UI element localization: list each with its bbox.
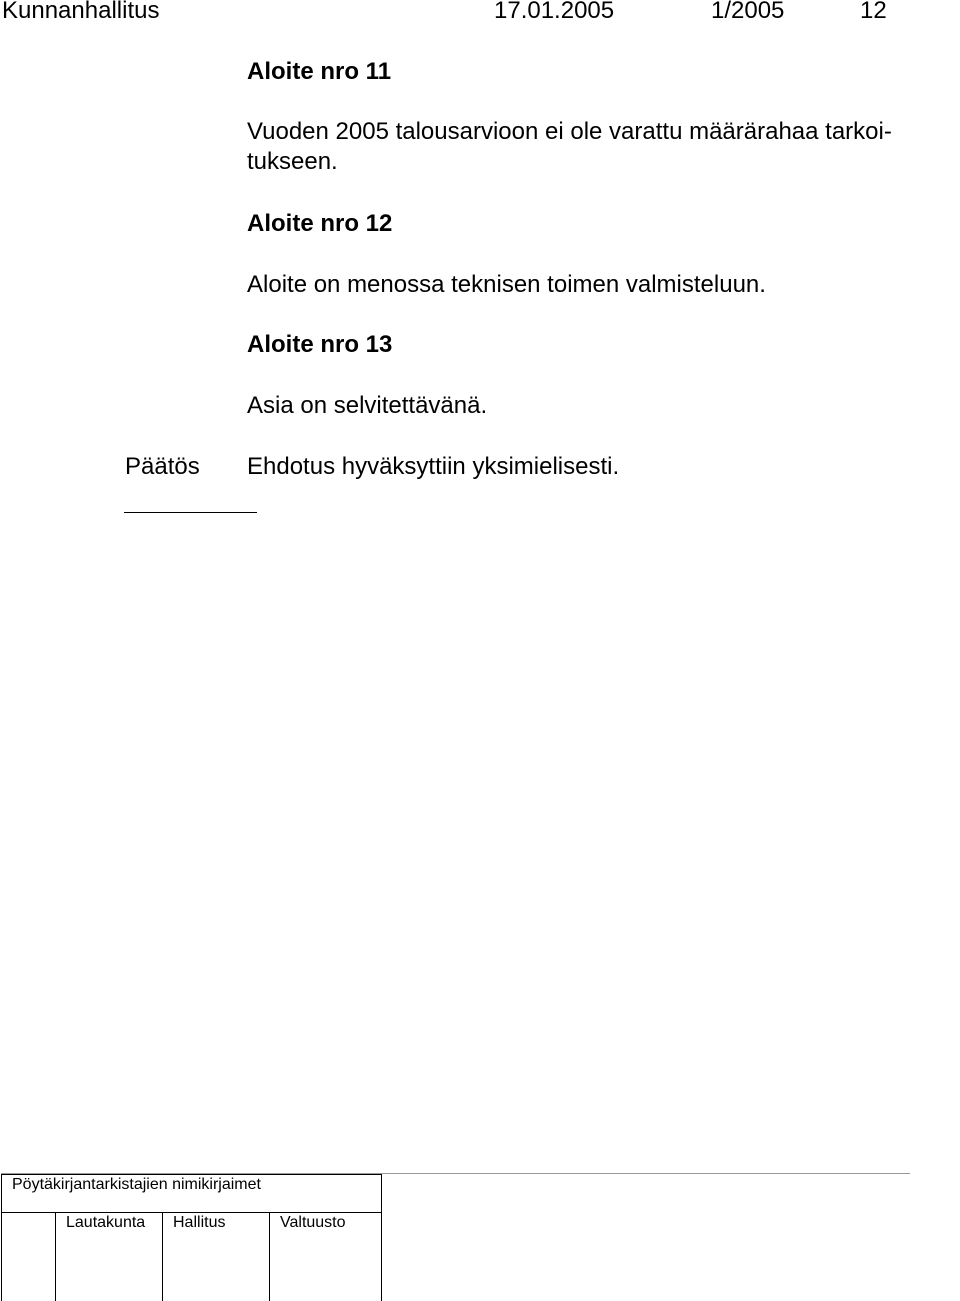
footer-left-border	[1, 1174, 2, 1301]
section-text-12: Aloite on menossa teknisen toimen valmisteluun.	[247, 271, 766, 298]
decision-text: Ehdotus hyväksyttiin yksimielisesti.	[247, 453, 620, 480]
meeting-date: 17.01.2005	[494, 0, 615, 24]
section-heading-11: Aloite nro 11	[247, 58, 392, 85]
issue-number: 1/2005	[711, 0, 785, 24]
section-heading-12: Aloite nro 12	[247, 210, 393, 237]
section-text-13: Asia on selvitettävänä.	[247, 392, 488, 419]
footer-col-divider-3	[269, 1212, 270, 1301]
footer-right-border	[381, 1174, 382, 1301]
footer-row-rule	[1, 1212, 382, 1213]
footer-col-divider-2	[162, 1212, 163, 1301]
organ-name: Kunnanhallitus	[2, 0, 160, 24]
section-text-11-line2: tukseen.	[247, 148, 338, 175]
footer-top-rule-dark	[1, 1174, 382, 1175]
footer-col-hallitus: Hallitus	[173, 1214, 226, 1231]
page-number: 12	[860, 0, 887, 24]
footer-col-valtuusto: Valtuusto	[280, 1214, 346, 1231]
section-text-11-line1: Vuoden 2005 talousarvioon ei ole varattu määrärahaa tarkoi-	[247, 118, 892, 145]
footer-col-divider-1	[55, 1212, 56, 1301]
section-heading-13: Aloite nro 13	[247, 331, 393, 358]
footer-col-lautakunta: Lautakunta	[66, 1214, 146, 1231]
decision-underline	[124, 512, 257, 513]
footer-title: Pöytäkirjantarkistajien nimikirjaimet	[12, 1176, 261, 1193]
decision-label: Päätös	[125, 453, 200, 480]
